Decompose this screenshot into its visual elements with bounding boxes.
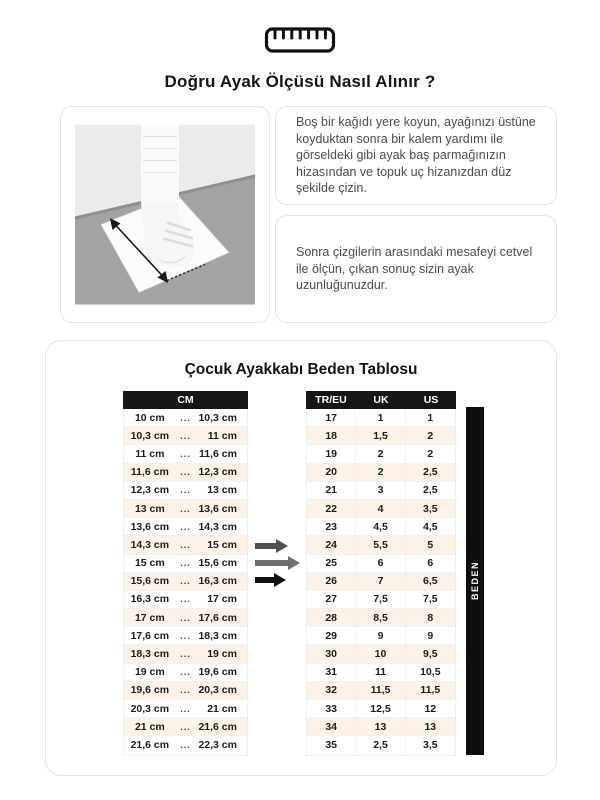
table-row <box>307 500 455 518</box>
cell: 15 cm <box>134 557 165 570</box>
cell: 14,3 cm <box>198 520 237 533</box>
table-row <box>124 573 247 591</box>
transition-arrows-icon <box>254 537 302 592</box>
table-row <box>307 700 455 718</box>
table-row <box>124 627 247 645</box>
cell: 19 cm <box>134 666 165 679</box>
table-row <box>307 645 455 663</box>
cell: 1 <box>427 411 434 424</box>
cell: 19,6 cm <box>130 684 170 697</box>
table-row <box>124 645 247 663</box>
cell: 12,3 cm <box>198 466 237 479</box>
cell: ... <box>180 539 191 550</box>
cell: ... <box>180 594 191 605</box>
table-row <box>124 664 247 682</box>
cell: 17 cm <box>207 593 237 606</box>
cell: 11 <box>356 664 405 681</box>
cell: 18,3 cm <box>198 629 237 642</box>
table-row <box>307 482 455 500</box>
cell: 17,6 cm <box>130 629 170 642</box>
size-chart-section <box>45 340 557 776</box>
cell: 28 <box>307 609 356 626</box>
table-row <box>307 736 455 754</box>
cm-table-header <box>123 391 248 409</box>
cell: ... <box>180 485 191 496</box>
size-chart-title: Çocuk Ayakkabı Beden Tablosu <box>184 361 418 378</box>
table-row <box>307 445 455 463</box>
cell: 31 <box>307 664 356 681</box>
cell: 19 cm <box>207 648 237 661</box>
cell: ... <box>180 667 191 678</box>
cell: 30 <box>307 645 356 662</box>
size-table-header <box>306 391 456 409</box>
cell: 34 <box>307 718 356 735</box>
beden-sidebar <box>466 407 484 755</box>
cell: 6,5 <box>423 575 438 588</box>
cell: 13 cm <box>207 484 237 497</box>
cell: 18 <box>307 427 356 444</box>
cell: 32 <box>307 682 356 699</box>
cell: ... <box>180 576 191 587</box>
table-row <box>307 464 455 482</box>
cell: 17,6 cm <box>198 611 237 624</box>
table-row <box>124 427 247 445</box>
cell: ... <box>180 612 191 623</box>
intro-section <box>60 106 557 323</box>
cell: 27 <box>307 591 356 608</box>
cell: 2 <box>356 464 405 481</box>
cell: 13 cm <box>134 502 165 515</box>
cell: 17 cm <box>134 611 165 624</box>
cell: 25 <box>307 555 356 572</box>
cell: ... <box>180 685 191 696</box>
cell: 13 <box>424 720 437 733</box>
cell: ... <box>180 521 191 532</box>
cell: 1,5 <box>356 427 405 444</box>
cell: 2,5 <box>356 736 405 754</box>
cell: 4,5 <box>423 520 438 533</box>
cell: 10 cm <box>134 411 165 424</box>
cell: 7,5 <box>423 593 438 606</box>
cell: 11 cm <box>207 429 237 442</box>
cell: 10,3 cm <box>198 411 237 424</box>
cell: 11,6 cm <box>199 447 237 460</box>
size-table <box>306 391 456 756</box>
table-row <box>124 700 247 718</box>
cell: 2,5 <box>423 484 438 497</box>
cell: ... <box>180 703 191 714</box>
cell: 6 <box>356 555 405 572</box>
cell: 29 <box>307 627 356 644</box>
cell: 3,5 <box>423 502 438 515</box>
table-row <box>124 500 247 518</box>
instruction-card-1 <box>275 106 557 205</box>
cell: 33 <box>307 700 356 717</box>
cell: 9,5 <box>423 648 438 661</box>
table-row <box>124 482 247 500</box>
cell: 17 <box>307 409 356 426</box>
header-us: US <box>423 394 439 406</box>
cell: 10,5 <box>420 666 441 679</box>
cell: 5 <box>427 538 434 551</box>
page-title: Doğru Ayak Ölçüsü Nasıl Alınır ? <box>164 72 436 91</box>
table-row <box>124 609 247 627</box>
cell: 20,3 cm <box>198 684 237 697</box>
cell: 14,3 cm <box>130 538 170 551</box>
cell: 8,5 <box>356 609 405 626</box>
cell: 18,3 cm <box>130 648 170 661</box>
foot-measurement-illustration <box>75 121 255 308</box>
cell: 3 <box>356 482 405 499</box>
instruction-step-1: Boş bir kağıdı yere koyun, ayağınızı üstüne koyduktan sonra bir kalem yardımı ile görseldeki gibi ayak baş parmağınızın hizasından ve topuk uç hizanızdan düz şekilde çizin. <box>296 115 536 196</box>
cell: 13,6 cm <box>198 502 237 515</box>
cell: 4 <box>356 500 405 517</box>
cell: 12,5 <box>356 700 405 717</box>
cell: 5,5 <box>356 536 405 553</box>
cell: ... <box>180 721 191 732</box>
table-row <box>307 682 455 700</box>
beden-label: BEDEN <box>470 561 480 601</box>
cell: 13,6 cm <box>130 520 170 533</box>
header-tr-eu: TR/EU <box>315 394 347 406</box>
table-row <box>307 627 455 645</box>
cell: 11,5 <box>356 682 405 699</box>
cell: 6 <box>427 557 434 570</box>
cell: 21,6 cm <box>130 739 170 752</box>
table-row <box>124 591 247 609</box>
cell: 2,5 <box>423 466 438 479</box>
table-row <box>124 409 247 427</box>
cell: 15,6 cm <box>198 557 237 570</box>
table-row <box>124 682 247 700</box>
cell: 22 <box>307 500 356 517</box>
cell: 26 <box>307 573 356 590</box>
cell: 15 cm <box>207 538 237 551</box>
cell: 7,5 <box>356 591 405 608</box>
table-row <box>307 664 455 682</box>
cell: ... <box>180 740 191 751</box>
size-table-body <box>306 409 456 756</box>
instruction-card-2 <box>275 215 557 323</box>
cell: 24 <box>307 536 356 553</box>
cell: 3,5 <box>423 739 438 752</box>
cell: 1 <box>356 409 405 426</box>
cell: ... <box>180 412 191 423</box>
table-row <box>124 464 247 482</box>
table-row <box>124 736 247 754</box>
cell: ... <box>180 630 191 641</box>
table-row <box>124 536 247 554</box>
cell: 11,6 cm <box>130 466 169 479</box>
table-row <box>307 409 455 427</box>
cell: 20 <box>307 464 356 481</box>
cell: 2 <box>427 429 434 442</box>
header-uk: UK <box>373 394 389 406</box>
cell: 35 <box>307 736 356 754</box>
table-row <box>307 591 455 609</box>
table-row <box>307 718 455 736</box>
cell: 23 <box>307 518 356 535</box>
cell: 21 cm <box>134 720 165 733</box>
cell: 19,6 cm <box>198 666 237 679</box>
table-row <box>307 427 455 445</box>
table-row <box>124 518 247 536</box>
cell: 20,3 cm <box>130 702 170 715</box>
cell: 12,3 cm <box>130 484 170 497</box>
cell: ... <box>180 430 191 441</box>
ruler-icon <box>0 26 600 54</box>
cell: 9 <box>356 627 405 644</box>
instruction-cards <box>275 106 557 323</box>
cell: ... <box>180 467 191 478</box>
cm-table <box>123 391 248 756</box>
cell: 10,3 cm <box>130 429 170 442</box>
cell: 9 <box>427 629 434 642</box>
cell: 4,5 <box>356 518 405 535</box>
page-header <box>0 0 600 92</box>
cell: 21 cm <box>207 702 237 715</box>
table-row <box>307 555 455 573</box>
table-row <box>124 445 247 463</box>
cell: 21 <box>307 482 356 499</box>
table-row <box>124 718 247 736</box>
cell: 16,3 cm <box>130 593 170 606</box>
cell: 19 <box>307 445 356 462</box>
cell: 11,5 <box>420 684 441 697</box>
cell: ... <box>180 503 191 514</box>
cm-header-label: CM <box>177 394 194 406</box>
cell: 2 <box>427 447 434 460</box>
cm-table-body <box>123 409 248 756</box>
cell: 10 <box>356 645 405 662</box>
cell: 2 <box>356 445 405 462</box>
cell: 8 <box>427 611 434 624</box>
cell: 12 <box>424 702 437 715</box>
cell: ... <box>180 558 191 569</box>
table-row <box>307 518 455 536</box>
cell: ... <box>180 649 191 660</box>
cell: 21,6 cm <box>198 720 237 733</box>
table-row <box>124 555 247 573</box>
cell: 16,3 cm <box>198 575 237 588</box>
cell: ... <box>180 448 191 459</box>
table-row <box>307 536 455 554</box>
table-row <box>307 609 455 627</box>
instruction-step-2: Sonra çizgilerin arasındaki mesafeyi cetvel ile ölçün, çıkan sonuç sizin ayak uzunluğunuzdur. <box>296 245 533 293</box>
table-row <box>307 573 455 591</box>
cell: 22,3 cm <box>198 739 237 752</box>
foot-measurement-photo-card <box>60 106 270 323</box>
cell: 15,6 cm <box>130 575 170 588</box>
cell: 13 <box>356 718 405 735</box>
cell: 11 cm <box>135 447 165 460</box>
cell: 7 <box>356 573 405 590</box>
